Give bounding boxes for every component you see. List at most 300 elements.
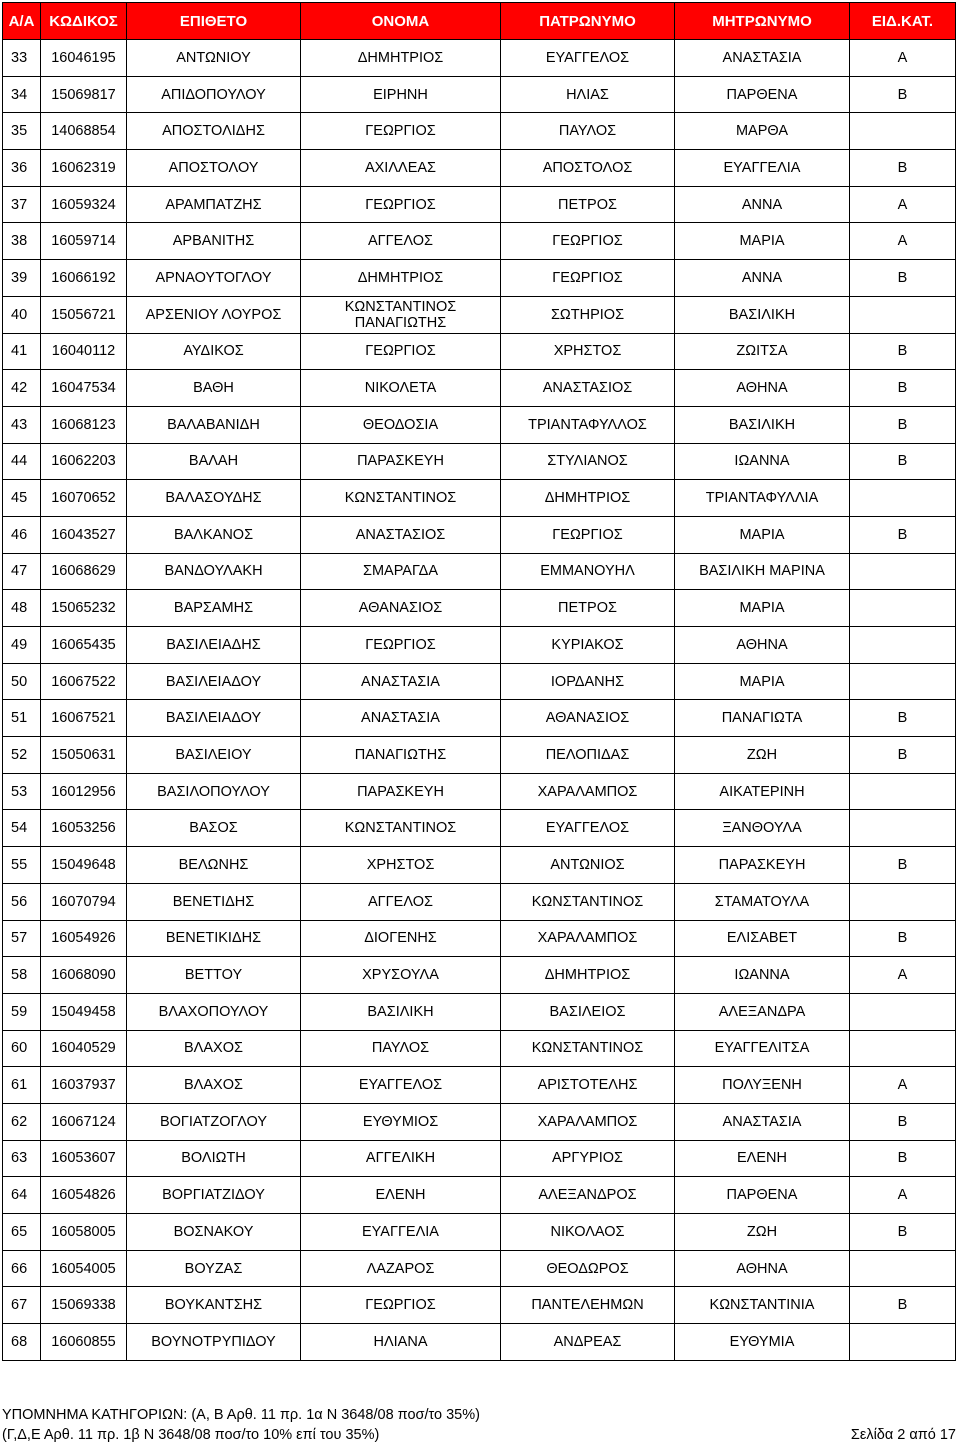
cell-aa: 33 <box>3 40 41 77</box>
table-row <box>3 260 956 297</box>
cell-father-name: ΗΛΙΑΣ <box>501 76 675 113</box>
table-row <box>3 663 956 700</box>
cell-code: 16040112 <box>41 333 127 370</box>
cell-aa: 48 <box>3 590 41 627</box>
cell-father-name: ΤΡΙΑΝΤΑΦΥΛΛΟΣ <box>501 406 675 443</box>
table-row <box>3 296 956 333</box>
table-row <box>3 1030 956 1067</box>
cell-surname: ΒΑΛΑΗ <box>127 443 301 480</box>
cell-category: Β <box>850 737 956 774</box>
cell-surname: ΒΑΘΗ <box>127 370 301 407</box>
cell-mother-name: ΕΥΑΓΓΕΛΙΤΣΑ <box>675 1030 850 1067</box>
cell-code: 15049648 <box>41 847 127 884</box>
cell-surname: ΒΟΥΚΑΝΤΣΗΣ <box>127 1287 301 1324</box>
cell-name: ΕΙΡΗΝΗ <box>301 76 501 113</box>
cell-surname: ΒΟΣΝΑΚΟΥ <box>127 1214 301 1251</box>
cell-name: ΚΩΝΣΤΑΝΤΙΝΟΣ <box>301 480 501 517</box>
table-row <box>3 1140 956 1177</box>
cell-father-name: ΑΝΑΣΤΑΣΙΟΣ <box>501 370 675 407</box>
cell-mother-name: ΒΑΣΙΛΙΚΗ <box>675 406 850 443</box>
cell-name: ΘΕΟΔΟΣΙΑ <box>301 406 501 443</box>
cell-father-name: ΓΕΩΡΓΙΟΣ <box>501 223 675 260</box>
cell-code: 15056721 <box>41 296 127 333</box>
cell-mother-name: ΒΑΣΙΛΙΚΗ ΜΑΡΙΝΑ <box>675 553 850 590</box>
cell-mother-name: ΑΝΝΑ <box>675 186 850 223</box>
cell-name: ΓΕΩΡΓΙΟΣ <box>301 333 501 370</box>
cell-category: Β <box>850 1287 956 1324</box>
table-row <box>3 553 956 590</box>
table-row <box>3 406 956 443</box>
cell-name: ΓΕΩΡΓΙΟΣ <box>301 113 501 150</box>
table-row <box>3 920 956 957</box>
cell-code: 16067522 <box>41 663 127 700</box>
cell-code: 16046195 <box>41 40 127 77</box>
cell-surname: ΒΕΝΕΤΙΔΗΣ <box>127 883 301 920</box>
cell-surname: ΑΡΑΜΠΑΤΖΗΣ <box>127 186 301 223</box>
cell-surname: ΒΑΣΙΛΕΙΑΔΟΥ <box>127 700 301 737</box>
table-row <box>3 773 956 810</box>
cell-code: 16037937 <box>41 1067 127 1104</box>
cell-father-name: ΒΑΣΙΛΕΙΟΣ <box>501 993 675 1030</box>
cell-aa: 39 <box>3 260 41 297</box>
cell-aa: 47 <box>3 553 41 590</box>
cell-father-name: ΝΙΚΟΛΑΟΣ <box>501 1214 675 1251</box>
cell-code: 16047534 <box>41 370 127 407</box>
legend-line-1: ΥΠΟΜΝΗΜΑ ΚΑΤΗΓΟΡΙΩΝ: (Α, Β Αρθ. 11 πρ. 1α Ν 3648/08 ποσ/το 35%) <box>2 1407 480 1423</box>
cell-aa: 45 <box>3 480 41 517</box>
table-row <box>3 516 956 553</box>
cell-aa: 60 <box>3 1030 41 1067</box>
cell-code: 15065232 <box>41 590 127 627</box>
col-header-category: ΕΙΔ.ΚΑΤ. <box>850 3 956 40</box>
cell-aa: 58 <box>3 957 41 994</box>
cell-aa: 67 <box>3 1287 41 1324</box>
cell-mother-name: ΕΥΘΥΜΙΑ <box>675 1324 850 1361</box>
cell-father-name: ΚΩΝΣΤΑΝΤΙΝΟΣ <box>501 1030 675 1067</box>
cell-code: 15050631 <box>41 737 127 774</box>
cell-code: 16040529 <box>41 1030 127 1067</box>
cell-code: 16067521 <box>41 700 127 737</box>
cell-category: Β <box>850 443 956 480</box>
cell-aa: 36 <box>3 150 41 187</box>
cell-name: ΑΝΑΣΤΑΣΙΑ <box>301 700 501 737</box>
cell-line: ΠΑΝΑΓΙΩΤΗΣ <box>354 314 447 331</box>
col-header-code: ΚΩΔΙΚΟΣ <box>41 3 127 40</box>
cell-mother-name: ΚΩΝΣΤΑΝΤΙΝΙΑ <box>675 1287 850 1324</box>
col-header-aa: Α/Α <box>3 3 41 40</box>
cell-father-name: ΔΗΜΗΤΡΙΟΣ <box>501 480 675 517</box>
cell-aa: 59 <box>3 993 41 1030</box>
cell-code: 16043527 <box>41 516 127 553</box>
cell-aa: 55 <box>3 847 41 884</box>
table-row <box>3 883 956 920</box>
cell-name: ΠΑΥΛΟΣ <box>301 1030 501 1067</box>
cell-category <box>850 1030 956 1067</box>
cell-name: ΑΝΑΣΤΑΣΙΑ <box>301 663 501 700</box>
cell-category: Β <box>850 1103 956 1140</box>
cell-father-name: ΔΗΜΗΤΡΙΟΣ <box>501 957 675 994</box>
cell-code: 16068629 <box>41 553 127 590</box>
cell-name: ΧΡΥΣΟΥΛΑ <box>301 957 501 994</box>
cell-code: 16070794 <box>41 883 127 920</box>
cell-surname: ΒΑΛΚΑΝΟΣ <box>127 516 301 553</box>
cell-code: 16065435 <box>41 627 127 664</box>
cell-code: 16068123 <box>41 406 127 443</box>
cell-mother-name: ΑΘΗΝΑ <box>675 370 850 407</box>
cell-mother-name: ΠΟΛΥΞΕΝΗ <box>675 1067 850 1104</box>
cell-name: ΔΗΜΗΤΡΙΟΣ <box>301 40 501 77</box>
cell-surname: ΒΑΣΙΛΕΙΑΔΟΥ <box>127 663 301 700</box>
cell-aa: 46 <box>3 516 41 553</box>
cell-mother-name: ΑΝΑΣΤΑΣΙΑ <box>675 40 850 77</box>
cell-mother-name: ΜΑΡΙΑ <box>675 223 850 260</box>
cell-aa: 54 <box>3 810 41 847</box>
cell-surname: ΒΑΡΣΑΜΗΣ <box>127 590 301 627</box>
cell-aa: 61 <box>3 1067 41 1104</box>
cell-father-name: ΚΩΝΣΤΑΝΤΙΝΟΣ <box>501 883 675 920</box>
cell-surname: ΒΑΣΟΣ <box>127 810 301 847</box>
cell-surname: ΒΑΛΑΣΟΥΔΗΣ <box>127 480 301 517</box>
cell-surname: ΒΟΓΙΑΤΖΟΓΛΟΥ <box>127 1103 301 1140</box>
cell-aa: 62 <box>3 1103 41 1140</box>
cell-category: Β <box>850 1140 956 1177</box>
header-row <box>3 3 956 40</box>
cell-aa: 66 <box>3 1250 41 1287</box>
cell-name: ΠΑΝΑΓΙΩΤΗΣ <box>301 737 501 774</box>
cell-father-name: ΠΕΤΡΟΣ <box>501 590 675 627</box>
col-header-name: ΟΝΟΜΑ <box>301 3 501 40</box>
cell-aa: 68 <box>3 1324 41 1361</box>
table-row <box>3 223 956 260</box>
cell-father-name: ΠΑΥΛΟΣ <box>501 113 675 150</box>
cell-name: ΠΑΡΑΣΚΕΥΗ <box>301 773 501 810</box>
table-row <box>3 700 956 737</box>
cell-surname: ΒΑΣΙΛΕΙΑΔΗΣ <box>127 627 301 664</box>
cell-father-name: ΠΕΤΡΟΣ <box>501 186 675 223</box>
table-row <box>3 113 956 150</box>
cell-aa: 52 <box>3 737 41 774</box>
cell-code: 16062203 <box>41 443 127 480</box>
cell-name: ΕΥΘΥΜΙΟΣ <box>301 1103 501 1140</box>
cell-category: Β <box>850 333 956 370</box>
cell-code: 15069338 <box>41 1287 127 1324</box>
cell-category: Α <box>850 1177 956 1214</box>
cell-father-name: ΙΟΡΔΑΝΗΣ <box>501 663 675 700</box>
roster-table <box>2 2 956 1361</box>
cell-name: ΑΘΑΝΑΣΙΟΣ <box>301 590 501 627</box>
cell-category: Α <box>850 223 956 260</box>
cell-mother-name: ΖΩΙΤΣΑ <box>675 333 850 370</box>
table-row <box>3 76 956 113</box>
cell-surname: ΒΛΑΧΟΠΟΥΛΟΥ <box>127 993 301 1030</box>
table-row <box>3 1287 956 1324</box>
cell-mother-name: ΣΤΑΜΑΤΟΥΛΑ <box>675 883 850 920</box>
cell-name: ΕΥΑΓΓΕΛΙΑ <box>301 1214 501 1251</box>
cell-name: ΕΥΑΓΓΕΛΟΣ <box>301 1067 501 1104</box>
cell-code: 16059714 <box>41 223 127 260</box>
cell-aa: 53 <box>3 773 41 810</box>
legend-line-2: (Γ,Δ,Ε Αρθ. 11 πρ. 1β Ν 3648/08 ποσ/το 10% επί του 35%) <box>2 1427 380 1443</box>
cell-name: ΑΝΑΣΤΑΣΙΟΣ <box>301 516 501 553</box>
cell-mother-name: ΠΑΡΘΕΝΑ <box>675 76 850 113</box>
table-row <box>3 810 956 847</box>
cell-name: ΑΓΓΕΛΙΚΗ <box>301 1140 501 1177</box>
cell-code: 16054926 <box>41 920 127 957</box>
cell-category: Α <box>850 957 956 994</box>
cell-name: ΑΓΓΕΛΟΣ <box>301 223 501 260</box>
col-header-surname: ΕΠΙΘΕΤΟ <box>127 3 301 40</box>
cell-surname: ΑΡΒΑΝΙΤΗΣ <box>127 223 301 260</box>
cell-father-name: ΕΥΑΓΓΕΛΟΣ <box>501 40 675 77</box>
cell-father-name: ΑΘΑΝΑΣΙΟΣ <box>501 700 675 737</box>
cell-aa: 65 <box>3 1214 41 1251</box>
table-row <box>3 333 956 370</box>
page-number: Σελίδα 2 από 17 <box>850 1427 956 1443</box>
cell-aa: 42 <box>3 370 41 407</box>
cell-category <box>850 993 956 1030</box>
cell-name: ΝΙΚΟΛΕΤΑ <box>301 370 501 407</box>
cell-code: 15069817 <box>41 76 127 113</box>
cell-mother-name: ΕΥΑΓΓΕΛΙΑ <box>675 150 850 187</box>
cell-category: Β <box>850 260 956 297</box>
cell-code: 16062319 <box>41 150 127 187</box>
cell-category <box>850 773 956 810</box>
cell-category <box>850 883 956 920</box>
cell-aa: 41 <box>3 333 41 370</box>
cell-category <box>850 553 956 590</box>
cell-name: ΔΙΟΓΕΝΗΣ <box>301 920 501 957</box>
cell-name: ΧΡΗΣΤΟΣ <box>301 847 501 884</box>
cell-surname: ΒΟΥΝΟΤΡΥΠΙΔΟΥ <box>127 1324 301 1361</box>
cell-name: ΛΑΖΑΡΟΣ <box>301 1250 501 1287</box>
table-row <box>3 370 956 407</box>
cell-code: 16066192 <box>41 260 127 297</box>
table-row <box>3 1103 956 1140</box>
cell-code: 16053256 <box>41 810 127 847</box>
cell-category: Β <box>850 370 956 407</box>
cell-mother-name: ΜΑΡΘΑ <box>675 113 850 150</box>
cell-category <box>850 1324 956 1361</box>
cell-father-name: ΘΕΟΔΩΡΟΣ <box>501 1250 675 1287</box>
cell-surname: ΒΑΣΙΛΕΙΟΥ <box>127 737 301 774</box>
cell-category <box>850 113 956 150</box>
cell-code: 16054826 <box>41 1177 127 1214</box>
cell-category <box>850 296 956 333</box>
cell-category <box>850 663 956 700</box>
cell-father-name: ΠΕΛΟΠΙΔΑΣ <box>501 737 675 774</box>
table-row <box>3 1250 956 1287</box>
table-row <box>3 150 956 187</box>
cell-code: 16068090 <box>41 957 127 994</box>
table-row <box>3 40 956 77</box>
cell-name: ΣΜΑΡΑΓΔΑ <box>301 553 501 590</box>
cell-category <box>850 810 956 847</box>
cell-code: 16067124 <box>41 1103 127 1140</box>
cell-aa: 50 <box>3 663 41 700</box>
cell-mother-name: ΑΛΕΞΑΝΔΡΑ <box>675 993 850 1030</box>
cell-name: ΑΧΙΛΛΕΑΣ <box>301 150 501 187</box>
cell-code: 15049458 <box>41 993 127 1030</box>
cell-name: ΓΕΩΡΓΙΟΣ <box>301 627 501 664</box>
roster-body <box>3 40 956 1361</box>
cell-surname: ΒΑΛΑΒΑΝΙΔΗ <box>127 406 301 443</box>
cell-surname: ΑΠΟΣΤΟΛΟΥ <box>127 150 301 187</box>
cell-category: Β <box>850 920 956 957</box>
cell-category <box>850 1250 956 1287</box>
table-row <box>3 1324 956 1361</box>
cell-mother-name: ΠΑΡΑΣΚΕΥΗ <box>675 847 850 884</box>
cell-surname: ΒΟΛΙΩΤΗ <box>127 1140 301 1177</box>
cell-surname: ΑΠΙΔΟΠΟΥΛΟΥ <box>127 76 301 113</box>
cell-name: ΠΑΡΑΣΚΕΥΗ <box>301 443 501 480</box>
cell-surname: ΑΡΣΕΝΙΟΥ ΛΟΥΡΟΣ <box>127 296 301 333</box>
cell-father-name: ΧΑΡΑΛΑΜΠΟΣ <box>501 773 675 810</box>
cell-surname: ΒΛΑΧΟΣ <box>127 1067 301 1104</box>
cell-category: Β <box>850 1214 956 1251</box>
cell-father-name: ΓΕΩΡΓΙΟΣ <box>501 260 675 297</box>
cell-aa: 49 <box>3 627 41 664</box>
cell-father-name: ΑΝΤΩΝΙΟΣ <box>501 847 675 884</box>
cell-father-name: ΕΜΜΑΝΟΥΗΛ <box>501 553 675 590</box>
table-row <box>3 627 956 664</box>
cell-category: Β <box>850 847 956 884</box>
cell-father-name: ΚΥΡΙΑΚΟΣ <box>501 627 675 664</box>
cell-mother-name: ΖΩΗ <box>675 737 850 774</box>
cell-aa: 37 <box>3 186 41 223</box>
cell-code: 16058005 <box>41 1214 127 1251</box>
cell-mother-name: ΑΘΗΝΑ <box>675 1250 850 1287</box>
cell-aa: 56 <box>3 883 41 920</box>
cell-surname: ΑΥΔΙΚΟΣ <box>127 333 301 370</box>
cell-code: 16059324 <box>41 186 127 223</box>
cell-name: ΓΕΩΡΓΙΟΣ <box>301 186 501 223</box>
cell-father-name: ΓΕΩΡΓΙΟΣ <box>501 516 675 553</box>
cell-surname: ΑΡΝΑΟΥΤΟΓΛΟΥ <box>127 260 301 297</box>
cell-category: Α <box>850 40 956 77</box>
col-header-mother-name: ΜΗΤΡΩΝΥΜΟ <box>675 3 850 40</box>
cell-category <box>850 590 956 627</box>
cell-father-name: ΧΑΡΑΛΑΜΠΟΣ <box>501 1103 675 1140</box>
table-row <box>3 186 956 223</box>
cell-mother-name: ΜΑΡΙΑ <box>675 663 850 700</box>
cell-category: Β <box>850 700 956 737</box>
cell-mother-name: ΞΑΝΘΟΥΛΑ <box>675 810 850 847</box>
cell-code: 16060855 <box>41 1324 127 1361</box>
cell-category: Β <box>850 150 956 187</box>
table-row <box>3 957 956 994</box>
cell-category: Β <box>850 76 956 113</box>
cell-line: ΚΩΝΣΤΑΝΤΙΝΟΣ <box>344 298 457 315</box>
cell-surname: ΑΠΟΣΤΟΛΙΔΗΣ <box>127 113 301 150</box>
cell-father-name: ΠΑΝΤΕΛΕΗΜΩΝ <box>501 1287 675 1324</box>
cell-category: Β <box>850 516 956 553</box>
cell-aa: 35 <box>3 113 41 150</box>
cell-aa: 63 <box>3 1140 41 1177</box>
cell-mother-name: ΑΝΝΑ <box>675 260 850 297</box>
cell-mother-name: ΕΛΙΣΑΒΕΤ <box>675 920 850 957</box>
table-row <box>3 993 956 1030</box>
cell-father-name: ΕΥΑΓΓΕΛΟΣ <box>501 810 675 847</box>
cell-surname: ΒΕΛΩΝΗΣ <box>127 847 301 884</box>
table-row <box>3 1214 956 1251</box>
cell-mother-name: ΠΑΡΘΕΝΑ <box>675 1177 850 1214</box>
col-header-father-name: ΠΑΤΡΩΝΥΜΟ <box>501 3 675 40</box>
cell-father-name: ΑΛΕΞΑΝΔΡΟΣ <box>501 1177 675 1214</box>
cell-category <box>850 480 956 517</box>
cell-surname: ΒΕΤΤΟΥ <box>127 957 301 994</box>
cell-father-name: ΑΠΟΣΤΟΛΟΣ <box>501 150 675 187</box>
cell-category: Α <box>850 186 956 223</box>
cell-code: 16053607 <box>41 1140 127 1177</box>
cell-mother-name: ΙΩΑΝΝΑ <box>675 957 850 994</box>
cell-surname: ΒΛΑΧΟΣ <box>127 1030 301 1067</box>
cell-aa: 43 <box>3 406 41 443</box>
cell-mother-name: ΑΘΗΝΑ <box>675 627 850 664</box>
cell-code: 16054005 <box>41 1250 127 1287</box>
cell-mother-name: ΒΑΣΙΛΙΚΗ <box>675 296 850 333</box>
cell-name <box>301 296 501 333</box>
cell-name: ΒΑΣΙΛΙΚΗ <box>301 993 501 1030</box>
cell-surname: ΒΟΥΖΑΣ <box>127 1250 301 1287</box>
cell-father-name: ΧΑΡΑΛΑΜΠΟΣ <box>501 920 675 957</box>
cell-mother-name: ΕΛΕΝΗ <box>675 1140 850 1177</box>
cell-mother-name: ΖΩΗ <box>675 1214 850 1251</box>
cell-aa: 40 <box>3 296 41 333</box>
cell-mother-name: ΜΑΡΙΑ <box>675 516 850 553</box>
table-row <box>3 443 956 480</box>
table-row <box>3 1177 956 1214</box>
cell-aa: 64 <box>3 1177 41 1214</box>
cell-category: Β <box>850 406 956 443</box>
cell-name: ΕΛΕΝΗ <box>301 1177 501 1214</box>
cell-mother-name: ΤΡΙΑΝΤΑΦΥΛΛΙΑ <box>675 480 850 517</box>
table-row <box>3 737 956 774</box>
cell-aa: 38 <box>3 223 41 260</box>
cell-code: 16012956 <box>41 773 127 810</box>
cell-surname: ΒΟΡΓΙΑΤΖΙΔΟΥ <box>127 1177 301 1214</box>
table-row <box>3 480 956 517</box>
cell-code: 14068854 <box>41 113 127 150</box>
cell-name: ΚΩΝΣΤΑΝΤΙΝΟΣ <box>301 810 501 847</box>
cell-mother-name: ΠΑΝΑΓΙΩΤΑ <box>675 700 850 737</box>
cell-aa: 51 <box>3 700 41 737</box>
cell-name: ΑΓΓΕΛΟΣ <box>301 883 501 920</box>
table-row <box>3 1067 956 1104</box>
cell-mother-name: ΑΙΚΑΤΕΡΙΝΗ <box>675 773 850 810</box>
cell-surname: ΒΕΝΕΤΙΚΙΔΗΣ <box>127 920 301 957</box>
cell-mother-name: ΜΑΡΙΑ <box>675 590 850 627</box>
cell-mother-name: ΑΝΑΣΤΑΣΙΑ <box>675 1103 850 1140</box>
cell-name: ΓΕΩΡΓΙΟΣ <box>301 1287 501 1324</box>
cell-father-name: ΑΝΔΡΕΑΣ <box>501 1324 675 1361</box>
cell-father-name: ΣΩΤΗΡΙΟΣ <box>501 296 675 333</box>
cell-father-name: ΑΡΙΣΤΟΤΕΛΗΣ <box>501 1067 675 1104</box>
cell-name: ΔΗΜΗΤΡΙΟΣ <box>301 260 501 297</box>
cell-mother-name: ΙΩΑΝΝΑ <box>675 443 850 480</box>
cell-father-name: ΣΤΥΛΙΑΝΟΣ <box>501 443 675 480</box>
cell-surname: ΒΑΣΙΛΟΠΟΥΛΟΥ <box>127 773 301 810</box>
cell-category <box>850 627 956 664</box>
table-row <box>3 590 956 627</box>
cell-aa: 57 <box>3 920 41 957</box>
cell-code: 16070652 <box>41 480 127 517</box>
cell-aa: 44 <box>3 443 41 480</box>
cell-father-name: ΑΡΓΥΡΙΟΣ <box>501 1140 675 1177</box>
cell-name: ΗΛΙΑΝΑ <box>301 1324 501 1361</box>
table-row <box>3 847 956 884</box>
cell-surname: ΑΝΤΩΝΙΟΥ <box>127 40 301 77</box>
cell-aa: 34 <box>3 76 41 113</box>
